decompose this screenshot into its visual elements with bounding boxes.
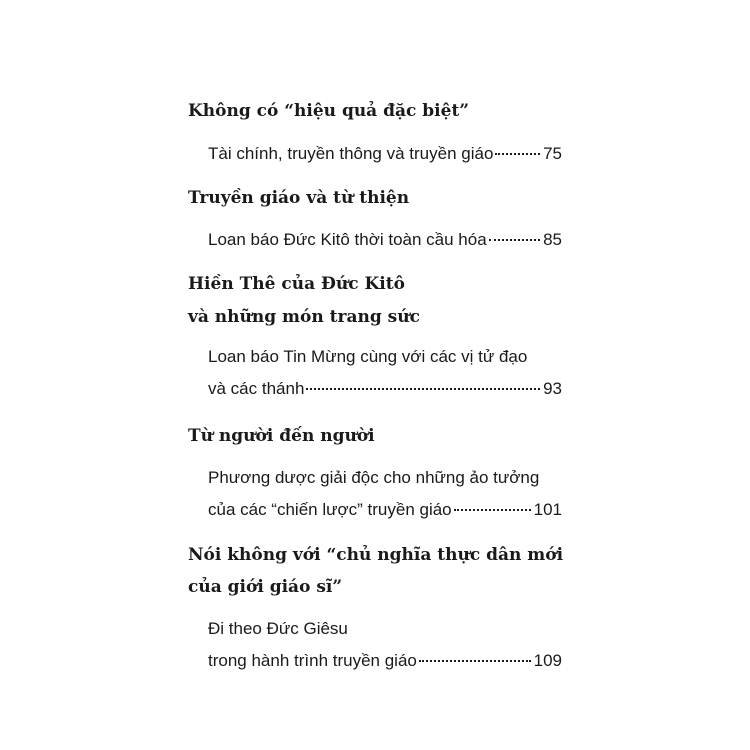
toc-entry-row: [208, 229, 562, 251]
entry-text: và các thánh: [208, 379, 305, 398]
section-title-continued: và những món trang sức: [188, 307, 420, 327]
entry-text: trong hành trình truyền giáo: [208, 651, 417, 670]
toc-entry-line: Phương dược giải độc cho những ảo tưởng: [208, 468, 540, 487]
toc-entry: [208, 143, 562, 165]
toc-entry: [208, 650, 562, 672]
page-number: 101: [533, 500, 562, 519]
page-number: 109: [533, 651, 562, 670]
dot-leader: [306, 388, 540, 390]
entry-text: Loan báo Đức Kitô thời toàn cầu hóa: [208, 230, 487, 249]
page-number: 85: [543, 230, 562, 249]
dot-leader: [419, 660, 531, 662]
page-number: 93: [543, 379, 562, 398]
dot-leader: [495, 153, 540, 155]
section-title: Không có “hiệu quả đặc biệt”: [188, 101, 470, 121]
section-title: Truyền giáo và từ thiện: [188, 188, 410, 208]
page-number: 75: [543, 144, 562, 163]
toc-entry: [208, 378, 562, 400]
toc-entry-row: [208, 650, 562, 672]
toc-entry-row: [208, 143, 562, 165]
toc-entry-line: Đi theo Đức Giêsu: [208, 619, 348, 638]
toc-entry: [208, 499, 562, 521]
dot-leader: [454, 509, 531, 511]
toc-entry: [208, 229, 562, 251]
section-title: Từ người đến người: [188, 426, 375, 446]
dot-leader: [489, 239, 540, 241]
section-title: Hiền Thê của Đức Kitô: [188, 274, 405, 294]
toc-entry-row: [208, 378, 562, 400]
entry-text: Tài chính, truyền thông và truyền giáo: [208, 144, 494, 163]
entry-text: của các “chiến lược” truyền giáo: [208, 500, 452, 519]
toc-entry-row: [208, 499, 562, 521]
section-title-continued: của giới giáo sĩ”: [188, 577, 343, 597]
section-title: Nói không với “chủ nghĩa thực dân mới: [188, 545, 564, 565]
toc-entry-line: Loan báo Tin Mừng cùng với các vị tử đạo: [208, 347, 528, 366]
